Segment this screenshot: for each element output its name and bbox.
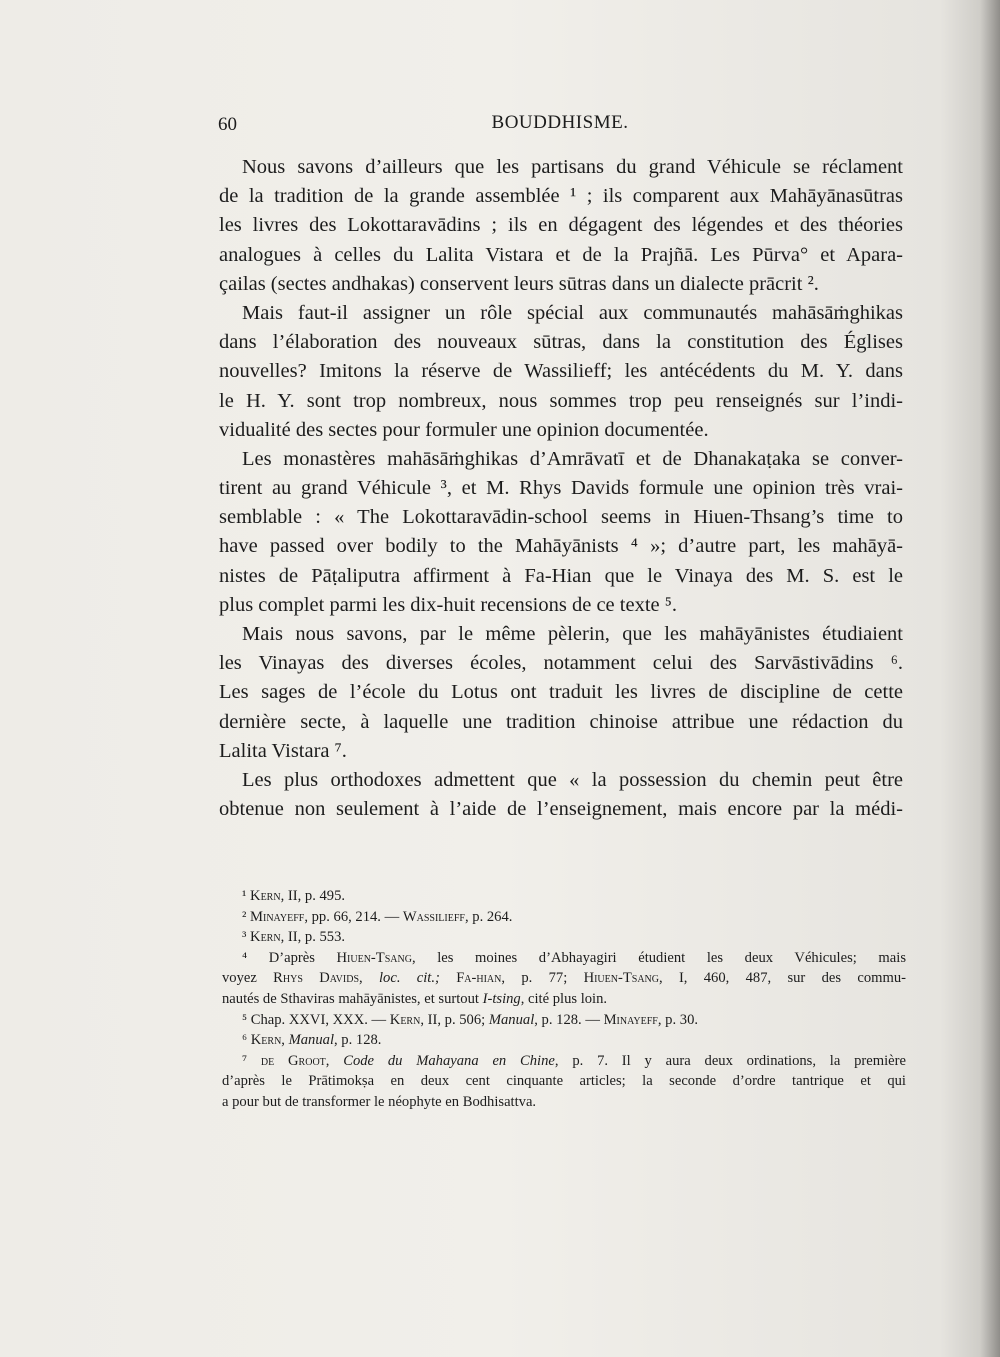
footnote-text: , pp. 66, 214. — xyxy=(304,908,403,925)
italic-title: loc. cit.; xyxy=(378,970,440,987)
footnote-text: , xyxy=(281,1032,289,1049)
footnote-text: , xyxy=(359,970,379,987)
footnote-line xyxy=(222,1010,906,1031)
text-line: Mais faut-il assigner un rôle spécial aux communautés mahāsāṁghikas xyxy=(242,301,903,324)
italic-title: I-tsing xyxy=(482,990,521,1007)
footnote-text: , II, p. 495. xyxy=(280,888,346,904)
text-line: analogues à celles du Lalita Vistara et de la Prajñā. Les Pūrva° et Apara- xyxy=(219,243,903,266)
text-line: vidualité des sectes pour formuler une opinion documentée. xyxy=(219,418,709,441)
footnote-text: , cité plus loin. xyxy=(520,990,608,1007)
footnote-line xyxy=(222,968,906,989)
footnote-text: ³ xyxy=(242,929,251,946)
author-name: Minayeff xyxy=(250,908,305,925)
author-name: Hiuen-Tsang xyxy=(336,949,412,966)
italic-title: Code du Mahayana en Chine xyxy=(343,1052,555,1069)
author-name: de Groot xyxy=(260,1052,326,1069)
text-line: de la tradition de la grande assemblée ¹ ; ils comparent aux Mahāyānasūtras xyxy=(219,185,903,208)
author-name: Hiuen-Tsang xyxy=(583,970,659,987)
footnote-line xyxy=(222,989,906,1010)
footnote-text: , p. 7. Il y aura deux ordinations, la première xyxy=(554,1052,906,1069)
italic-title: Manual xyxy=(288,1032,334,1049)
text-line: Lalita Vistara ⁷. xyxy=(219,739,347,762)
text-line: Mais nous savons, par le même pèlerin, que les mahāyānistes étudiaient xyxy=(242,623,903,645)
author-name: Kern xyxy=(250,1032,282,1049)
footnote-text xyxy=(440,970,456,986)
footnote-text: , II, p. 506; xyxy=(420,1011,489,1028)
text-line: have passed over bodily to the Mahāyānists ⁴ »; d’autre part, les mahāyā- xyxy=(219,535,903,558)
text-line: Les plus orthodoxes admettent que « la possession du chemin peut être xyxy=(242,768,903,791)
footnote-text: , II, p. 553. xyxy=(280,929,346,946)
page-number: 60 xyxy=(218,114,237,135)
text-line: les livres des Lokottaravādins ; ils en dégagent des légendes et des théories xyxy=(219,214,903,237)
footnote-text: voyez xyxy=(222,970,274,987)
text-line: semblable : « The Lokottaravādin-school seems in Hiuen-Thsang’s time to xyxy=(219,506,903,529)
author-name: Minayeff xyxy=(603,1011,658,1028)
footnote-text: ⁴ D’après xyxy=(242,949,337,966)
author-name: Fa-hian xyxy=(456,970,502,987)
footnote-text: , xyxy=(325,1052,344,1069)
footnote-line xyxy=(222,927,906,948)
footnote-line xyxy=(222,948,906,969)
footnote-line xyxy=(222,1051,906,1072)
author-name: Rhys Davids xyxy=(273,970,360,987)
footnote-text: , p. 30. xyxy=(657,1011,699,1028)
text-line: nouvelles? Imitons la réserve de Wassilieff; les antécédents du M. Y. dans xyxy=(219,360,903,383)
footnote-text: a pour but de transformer le néophyte en Bodhisattva. xyxy=(222,1093,537,1110)
footnote-line xyxy=(222,1092,906,1113)
text-line: plus complet parmi les dix-huit recensions de ce texte ⁵. xyxy=(219,593,678,616)
text-line: çailas (sectes andhakas) conservent leurs sūtras dans un dialecte prācrit ². xyxy=(219,272,819,295)
page-header xyxy=(218,112,902,142)
italic-title: Manual xyxy=(488,1011,535,1028)
footnote-text: , p. 77; xyxy=(501,970,584,987)
text-line: les Vinayas des diverses écoles, notamment celui des Sarvāstivādins ⁶. xyxy=(219,652,903,675)
text-line: dans l’élaboration des nouveaux sūtras, dans la constitution des Églises xyxy=(219,331,903,354)
text-line: Nous savons d’ailleurs que les partisans du grand Véhicule se réclament xyxy=(242,156,903,178)
text-line: nistes de Pāṭaliputra affirment à Fa-Hian que le Vinaya des M. S. est le xyxy=(219,564,903,587)
author-name: Kern xyxy=(389,1011,421,1028)
footnote-text: , p. 128. xyxy=(334,1032,382,1049)
text-line: le H. Y. sont trop nombreux, nous sommes trop peu renseignés sur l’indi- xyxy=(219,389,903,412)
footnote-text: , p. 128. — xyxy=(534,1011,604,1028)
author-name: Kern xyxy=(250,888,281,904)
text-line: Les sages de l’école du Lotus ont traduit les livres de discipline de cette xyxy=(219,681,903,704)
running-title: BOUDDHISME. xyxy=(491,112,629,133)
footnote-line xyxy=(222,907,906,928)
author-name: Kern xyxy=(250,929,281,946)
footnote-text: nautés de Sthaviras mahāyānistes, et surtout xyxy=(222,990,483,1007)
footnote-text: d’après le Prātimokṣa en deux cent cinquante articles; la seconde d’ordre tantrique et qui xyxy=(222,1073,906,1090)
text-line: Les monastères mahāsāṁghikas d’Amrāvatī et de Dhanakaṭaka se conver- xyxy=(242,447,903,470)
footnote-line xyxy=(222,1071,906,1092)
footnote-text: , p. 264. xyxy=(464,908,513,925)
footnote-text: ¹ xyxy=(242,888,251,904)
body-text xyxy=(219,153,903,824)
footnote-text: ⁷ xyxy=(242,1052,261,1069)
footnote-line xyxy=(222,886,906,907)
footnote-text: , les moines d’Abhayagiri étudient les deux Véhicules; mais xyxy=(411,949,906,966)
footnote-line xyxy=(222,1030,906,1051)
text-line: obtenue non seulement à l’aide de l’enseignement, mais encore par la médi- xyxy=(219,798,903,821)
footnote-text: ⁶ xyxy=(242,1032,251,1049)
footnote-text: , I, 460, 487, sur des commu- xyxy=(658,970,906,987)
text-line: dernière secte, à laquelle une tradition chinoise attribue une rédaction du xyxy=(219,710,903,733)
footnotes xyxy=(222,886,906,1113)
footnote-text: ⁵ Chap. XXVI, XXX. — xyxy=(242,1011,390,1028)
text-line: tirent au grand Véhicule ³, et M. Rhys Davids formule une opinion très vrai- xyxy=(219,477,903,500)
footnote-text: ² xyxy=(242,908,251,925)
author-name: Wassilieff xyxy=(402,908,465,925)
